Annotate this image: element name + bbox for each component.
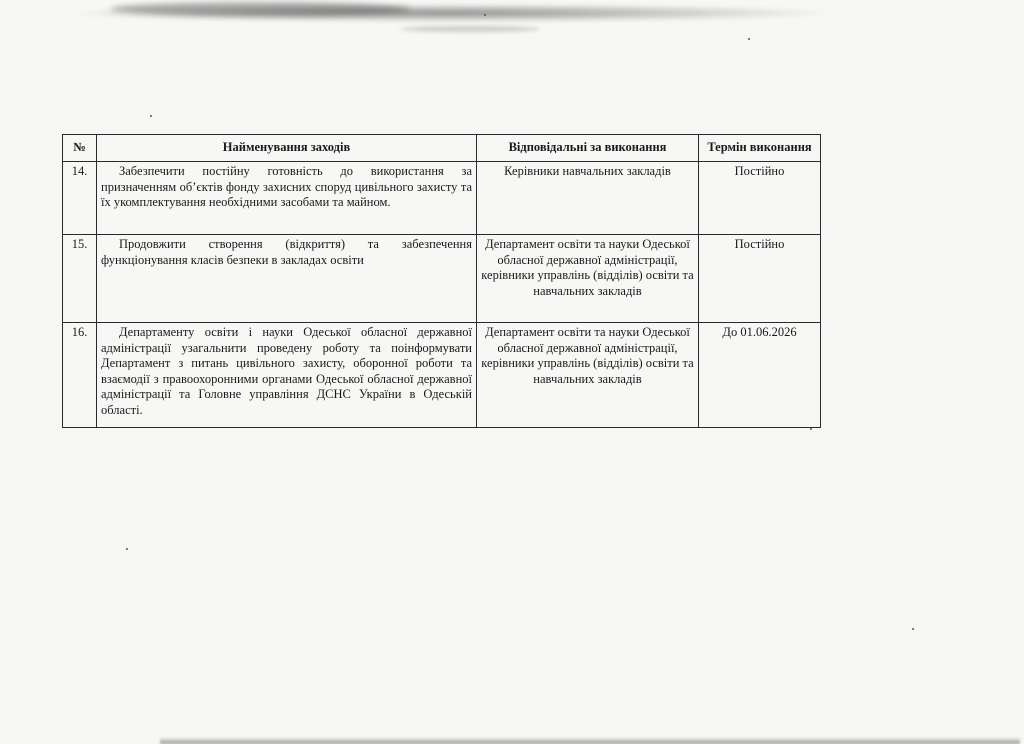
scan-speck xyxy=(810,428,812,430)
header-measure-name: Найменування заходів xyxy=(97,135,477,162)
row-measure: Продовжити створення (відкриття) та забезпечення функціонування класів безпеки в закладах освіти xyxy=(97,235,477,323)
header-number: № xyxy=(63,135,97,162)
table-row xyxy=(63,162,821,235)
row-term: До 01.06.2026 xyxy=(699,323,821,428)
row-responsible: Департамент освіти та науки Одеської обласної державної адміністрації, керівники управлінь (відділів) освіти та навчальних закладів xyxy=(477,323,699,428)
table-row xyxy=(63,235,821,323)
scan-artifact-bottom-edge xyxy=(160,737,1020,744)
row-term: Постійно xyxy=(699,235,821,323)
table-header xyxy=(63,135,821,162)
row-number: 16. xyxy=(63,323,97,428)
scan-speck xyxy=(912,628,914,630)
row-responsible: Департамент освіти та науки Одеської обласної державної адміністрації, керівники управлінь (відділів) освіти та навчальних закладів xyxy=(477,235,699,323)
measures-table xyxy=(62,134,821,428)
scan-speck xyxy=(484,14,486,16)
header-responsible: Відповідальні за виконання xyxy=(477,135,699,162)
row-number: 14. xyxy=(63,162,97,235)
row-measure: Департаменту освіти і науки Одеської обласної державної адміністрації узагальнити проведену роботу та поінформувати Департамент з питань цивільного захисту, оборонної роботи та взаємодії з правоохоронними органами Одеської обласної державної адміністрації та Головне управління ДСНС України в Одеській області. xyxy=(97,323,477,428)
row-responsible: Керівники навчальних закладів xyxy=(477,162,699,235)
scan-speck xyxy=(748,38,750,40)
row-term: Постійно xyxy=(699,162,821,235)
row-number: 15. xyxy=(63,235,97,323)
scan-speck xyxy=(126,548,128,550)
scan-artifact-top-dark xyxy=(110,2,410,16)
table-row xyxy=(63,323,821,428)
scan-speck xyxy=(150,115,152,117)
row-measure: Забезпечити постійну готовність до використання за призначенням об’єктів фонду захисних споруд цивільного захисту та їх укомплектування необхідними засобами та майном. xyxy=(97,162,477,235)
table-body xyxy=(63,162,821,428)
table-header-row xyxy=(63,135,821,162)
header-term: Термін виконання xyxy=(699,135,821,162)
scan-artifact-streak xyxy=(400,26,540,32)
